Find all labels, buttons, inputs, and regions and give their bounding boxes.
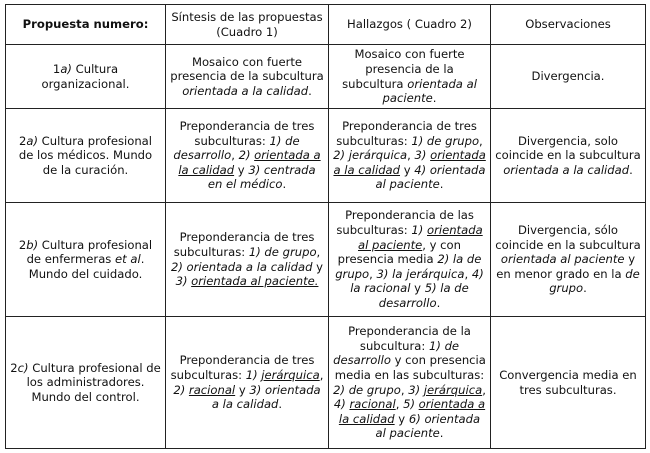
observations-cell <box>491 45 646 109</box>
cell-text: . <box>439 177 444 192</box>
cell-text: orientada a la calidad <box>503 162 630 177</box>
cell-text: Cultura organizacional. <box>41 61 130 91</box>
cell-text: orientada a la calidad <box>178 148 321 177</box>
cell-text: Cultura profesional de los administradores. Mundo del control. <box>26 360 161 404</box>
cell-text: 6) orientada al paciente <box>375 411 481 441</box>
cell-text: a) <box>60 61 72 76</box>
header-synthesis: Síntesis de las propuestas (Cuadro 1) <box>166 5 329 45</box>
cell-text: y en menor grado en la <box>496 252 636 281</box>
observations-cell <box>491 203 646 317</box>
cell-text: 3) orientada a la calidad <box>211 382 321 412</box>
cell-text: Mosaico con fuerte presencia de la subcultura <box>342 47 465 91</box>
cell-text: b) <box>26 237 39 252</box>
observations-cell <box>491 109 646 203</box>
synthesis-cell <box>166 109 329 203</box>
cell-text: Divergencia, sólo coincide en la subcultura <box>495 223 641 252</box>
cell-text: , y con presencia media <box>337 237 461 267</box>
cell-text: y con presencia media en las subculturas: <box>334 353 486 382</box>
observations-cell <box>491 317 646 449</box>
cell-text: , <box>395 397 404 412</box>
cell-text: . <box>629 162 633 177</box>
cell-text: Preponderancia de tres subculturas: <box>173 230 315 259</box>
proposal-cell <box>6 45 166 109</box>
cell-text: 3) <box>175 274 192 289</box>
cell-text: 2) de grupo <box>333 382 401 397</box>
cell-text: orientada al paciente <box>382 76 477 106</box>
cell-text: jerárquica <box>261 367 320 382</box>
findings-cell <box>329 203 491 317</box>
cell-text: Divergencia. <box>531 69 605 84</box>
cell-text: 2 <box>18 133 27 148</box>
cell-text: . <box>432 91 437 106</box>
cell-text: 3) la jerárquica <box>376 266 465 281</box>
cell-text: a) <box>26 133 38 148</box>
cell-text: 2) <box>173 382 189 397</box>
cell-text: , <box>316 244 321 259</box>
cell-text: Divergencia, solo coincide en la subcultura <box>495 133 641 163</box>
cell-text: . <box>439 426 444 441</box>
cell-text: orientada al paciente <box>358 223 483 252</box>
cell-text: racional <box>188 382 236 397</box>
cell-text: , <box>479 133 483 148</box>
cell-text: jerárquica <box>423 382 483 397</box>
cell-text: Cultura profesional de enfermeras <box>26 237 153 267</box>
cell-text: , <box>407 148 415 163</box>
proposal-cell <box>6 109 166 203</box>
cell-text: c) <box>17 360 29 375</box>
cell-text: Preponderancia de tres subculturas: <box>336 119 477 148</box>
table-row <box>6 203 646 317</box>
cell-text: 3) <box>414 148 431 163</box>
cell-text: et al <box>115 252 141 267</box>
proposal-cell <box>6 203 166 317</box>
cell-text: Cultura profesional de los médicos. Mundo de la curación. <box>18 133 153 177</box>
cell-text: 3) <box>408 382 424 397</box>
proposal-cell <box>6 317 166 449</box>
cell-text: y <box>410 281 425 296</box>
cell-text: 1) <box>411 223 427 238</box>
synthesis-cell <box>166 45 329 109</box>
cell-text: 2 <box>10 360 18 375</box>
cell-text: . <box>278 397 283 412</box>
cell-text: . <box>436 295 441 310</box>
cell-text: 5) la de desarrollo <box>378 281 469 310</box>
cell-text: orientada a la calidad <box>338 397 486 426</box>
cell-text: . <box>308 83 312 98</box>
cell-text: y <box>235 382 250 397</box>
cell-text: . Mundo del cuidado. <box>28 252 145 281</box>
header-findings: Hallazgos ( Cuadro 2) <box>329 5 491 45</box>
table-row <box>6 109 646 203</box>
cell-text: 1 <box>52 61 61 76</box>
cell-text: , <box>482 382 486 397</box>
cell-text: de grupo <box>549 266 640 296</box>
cell-text: Convergencia media en tres subculturas. <box>499 367 637 397</box>
cell-text: 4) la racional <box>350 266 484 296</box>
cell-text: Preponderancia de tres subculturas: <box>179 119 315 148</box>
header-observations: Observaciones <box>491 5 646 45</box>
cell-text: y <box>394 411 409 426</box>
cell-text: y <box>400 162 415 177</box>
cell-text: y <box>234 162 249 177</box>
cell-text: orientada al paciente <box>500 252 625 267</box>
cell-text: Preponderancia de las subculturas: <box>336 208 474 238</box>
cell-text: orientada a la calidad <box>333 148 486 177</box>
table-row <box>6 45 646 109</box>
cell-text: 1) de grupo <box>248 244 317 259</box>
cell-text: 2) <box>238 148 255 163</box>
cell-text: 4) <box>333 397 350 412</box>
cell-text: 1) <box>245 367 262 382</box>
cell-text: . <box>583 281 587 296</box>
synthesis-cell <box>166 317 329 449</box>
cell-text: , <box>319 367 324 382</box>
findings-cell <box>329 109 491 203</box>
header-proposal: Propuesta numero: <box>6 5 166 45</box>
cell-text: Preponderancia de tres subculturas: <box>170 353 315 382</box>
cell-text: , <box>369 266 377 281</box>
cell-text: 2) jerárquica <box>333 148 408 163</box>
cell-text: 1) de grupo <box>411 133 480 148</box>
cell-text: 2 <box>18 237 27 252</box>
cell-text: 1) de desarrollo <box>333 338 460 368</box>
cell-text: 3) centrada en el médico <box>207 162 316 192</box>
cell-text: , <box>464 266 472 281</box>
table-row <box>6 317 646 449</box>
cell-text: , <box>400 382 409 397</box>
cell-text: 5) <box>403 397 419 412</box>
cell-text: y <box>312 259 324 274</box>
cell-text: Preponderancia de la subcultura: <box>348 324 471 353</box>
cell-text: orientada al paciente. <box>191 274 319 289</box>
findings-cell <box>329 45 491 109</box>
synthesis-cell <box>166 203 329 317</box>
cell-text: Mosaico con fuerte presencia de la subcultura <box>170 54 324 84</box>
cell-text: racional <box>349 397 396 412</box>
comparison-table <box>5 4 646 449</box>
cell-text: 2) orientada a la calidad <box>170 259 313 274</box>
cell-text: 4) orientada al paciente <box>375 162 486 192</box>
findings-cell <box>329 317 491 449</box>
cell-text: 2) la de grupo <box>335 252 482 281</box>
cell-text: . <box>282 177 287 192</box>
header-row <box>6 5 646 45</box>
cell-text: orientada a la calidad <box>182 83 309 98</box>
cell-text: , <box>231 148 239 163</box>
cell-text: 1) de desarrollo <box>173 133 300 163</box>
